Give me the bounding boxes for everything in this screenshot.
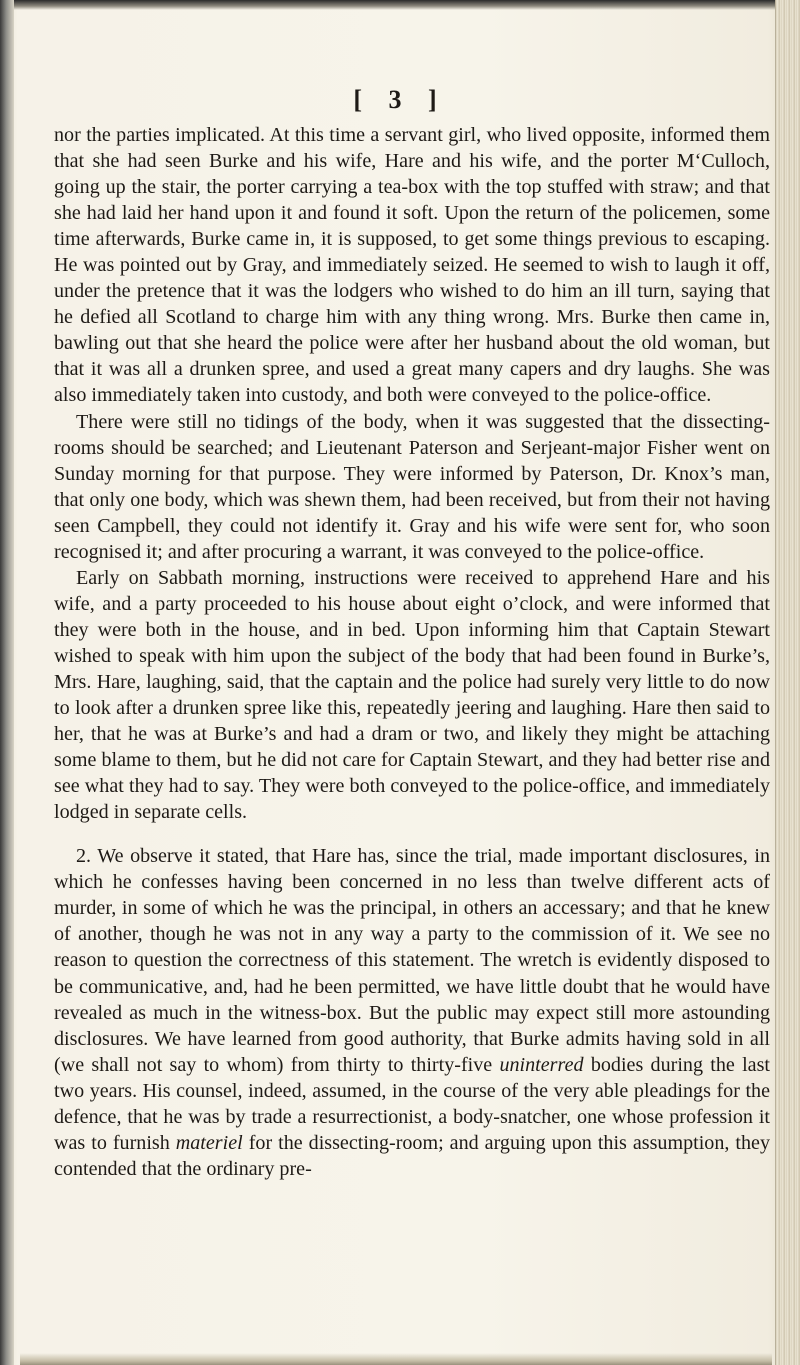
paragraph-3: Early on Sabbath morning, instructions were received to apprehend Hare and his wife, and a party proceeded to his house about eight o’clock, and were informed that they were both in the house, and in bed. Upon informing him that Captain Stewart wished to speak with him upon the subject of the body that had been found in Burke’s, Mrs. Hare, laughing, said, that the captain and the police had surely very little to do now to look after a drunken spree like this, repeatedly jeering and laughing. Hare then said to her, that he was at Burke’s and had a dram or two, and likely they might be attaching some blame to them, but he did not care for Captain Stewart, and they had better rise and see what they had to say. They were both conveyed to the police-office, and immediately lodged in separate cells. — [54, 566, 770, 824]
page-bottom-edge — [20, 1353, 772, 1365]
page-number: [ 3 ] — [353, 85, 447, 114]
section-2-paragraph — [54, 843, 770, 1182]
section-2-text-b: bodies during the last two years. His counsel, indeed, assumed, in the course of the very able pleadings for the defence, that he was by trade a resurrectionist, a body-snatcher, one whose profession it was to furnish — [54, 1053, 770, 1154]
paragraph-2: There were still no tidings of the body, when it was suggested that the dissecting-rooms should be searched; and Lieutenant Paterson and Serjeant-major Fisher went on Sunday morning for that purpose. They were informed by Paterson, Dr. Knox’s man, that only one body, which was shewn them, had been received, but from their not having seen Campbell, they could not identify it. Gray and his wife were sent for, who soon recognised it; and after procuring a warrant, it was conveyed to the police-office. — [54, 410, 770, 563]
page-fore-edge — [775, 0, 800, 1365]
body-text — [54, 122, 770, 1182]
italic-word-materiel: materiel — [175, 1131, 243, 1154]
page-top-shadow — [0, 0, 800, 10]
section-2-text-c: for the dissecting-room; and arguing upon this assumption, they contended that the ordinary pre- — [54, 1131, 770, 1180]
binding-gutter — [0, 0, 14, 1365]
paragraph-1: nor the parties implicated. At this time a servant girl, who lived opposite, informed them that she had seen Burke and his wife, Hare and his wife, and the porter M‘Culloch, going up the stair, the porter carrying a tea-box with the top stuffed with straw; and that she had laid her hand upon it and found it soft. Upon the return of the policemen, some time afterwards, Burke came in, it is supposed, to get some things previous to escaping. He was pointed out by Gray, and immediately seized. He seemed to wish to laugh it off, under the pretence that it was the lodgers who wished to do him an ill turn, saying that he defied all Scotland to charge him with any thing wrong. Mrs. Burke then came in, bawling out that she heard the police were after her husband about the old woman, but that it was all a drunken spree, and used a great many capers and dry laughs. She was also immediately taken into custody, and both were conveyed to the police-office. — [54, 124, 770, 407]
section-2-text-a: 2. We observe it stated, that Hare has, since the trial, made important disclosures, in which he confesses having been concerned in no less than twelve different acts of murder, in some of which he was the principal, in others an accessary; and that he knew of another, though he was not in any way a party to the commission of it. We see no reason to question the correctness of this statement. The wretch is evidently disposed to be communicative, and, had he been permitted, we have little doubt that he would have revealed as much in the witness-box. But the public may expect still more astounding disclosures. We have learned from good authority, that Burke admits having sold in all (we shall not say to whom) from thirty to thirty-five — [54, 845, 770, 1076]
italic-word-uninterred: uninterred — [499, 1053, 584, 1076]
